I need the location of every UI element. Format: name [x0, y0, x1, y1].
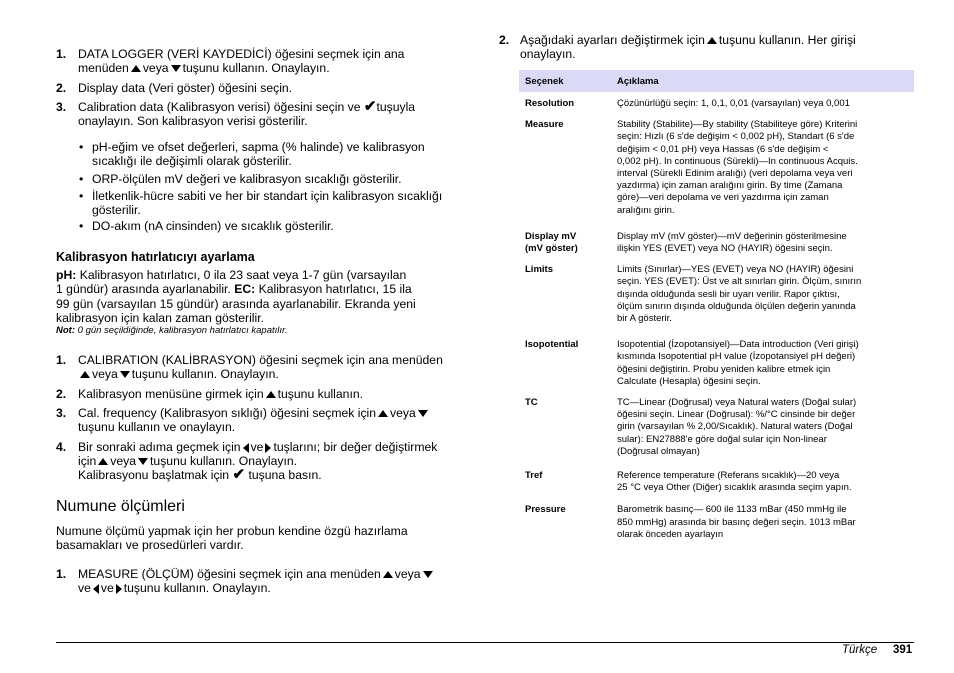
step-line: tuşuyla — [376, 100, 416, 114]
description-line: aralığını girin. — [617, 204, 675, 216]
bullet-icon: • — [79, 219, 84, 233]
bullet-text: İletkenlik-hücre sabiti ve her bir standart için kalibrasyon sıcaklığı — [92, 189, 443, 203]
paragraph-line — [56, 282, 412, 297]
step-line: DATA LOGGER (VERİ KAYDEDİCİ) öğesini seçmek için ana — [78, 47, 405, 61]
text: veya — [110, 454, 137, 468]
text: Kalibrasyon hatırlatıcı, 0 ila 23 saat veya 1-7 gün (varsayılan — [79, 268, 407, 282]
down-arrow-icon — [138, 458, 148, 465]
up-arrow-icon — [378, 410, 388, 417]
option-name — [519, 110, 611, 217]
description-line: seçin. YES (EVET): Üst ve alt sınırları girin. Ölçüm, sınırın — [617, 276, 862, 288]
step-text: onaylayın. — [520, 47, 576, 61]
description-line: Calculate (Hesapla) öğesini seçin. — [617, 375, 761, 387]
text: veya — [92, 367, 118, 381]
text: veya — [394, 567, 421, 581]
step-text — [78, 367, 279, 382]
step-line: tuşunu kullanın. Onaylayın. — [182, 61, 330, 75]
option-name — [519, 494, 611, 541]
text: veya — [390, 406, 416, 420]
bullet-text: gösterilir. — [92, 203, 141, 217]
option-description — [611, 388, 914, 458]
text: tuşunu kullanın. Onaylayın. — [150, 454, 298, 468]
description-line: dışında olduğunda sesli bir uyarı verilir. Rapor çıktısı, — [617, 288, 840, 300]
step-text — [78, 61, 330, 76]
description-line: Barometrik basınç— 600 ile 1133 mBar (450 mmHg ile — [617, 504, 847, 516]
bullet-text: ORP-ölçülen mV değeri ve kalibrasyon sıcaklığı gösterilir. — [92, 172, 402, 186]
step-line: Calibration data (Kalibrasyon verisi) öğesini seçin ve — [78, 100, 361, 114]
option-name — [519, 325, 611, 388]
step-text — [78, 387, 363, 402]
text: Aşağıdaki ayarları değiştirmek için — [520, 33, 705, 47]
step-text — [78, 567, 435, 582]
options-table — [519, 70, 914, 541]
description-line: sular): EN27888'e göre doğal sular için Non-linear — [617, 433, 827, 445]
step-text — [78, 454, 297, 469]
option-name — [519, 92, 611, 110]
step-number: 2. — [499, 33, 510, 47]
table-row — [519, 217, 914, 255]
description-line: interval (Sürekli Edinim aralığı) (veri depolama veya veri — [617, 168, 853, 180]
bullet-icon: • — [79, 140, 84, 154]
step-number: 2. — [56, 81, 67, 95]
option-name-line: Pressure — [525, 504, 566, 516]
step-line: menüden — [78, 61, 129, 75]
step-number: 1. — [56, 47, 67, 61]
description-line: ilişkin YES (EVET) veya NO (HAYIR) öğesini seçin. — [617, 243, 833, 255]
down-arrow-icon — [423, 571, 433, 578]
up-arrow-icon — [98, 458, 108, 465]
text: ve — [100, 581, 114, 595]
description-line: olarak önceden ayarlayın — [617, 528, 724, 540]
description-line: Reference temperature (Referans sıcaklık)—20 veya — [617, 470, 840, 482]
option-name — [519, 217, 611, 255]
table-row — [519, 255, 914, 325]
footer-language: Türkçe — [842, 644, 878, 656]
paragraph-line — [56, 268, 406, 283]
text: tuşunu kullanın. Onaylayın. — [123, 581, 271, 595]
step-text: Display data (Veri göster) öğesini seçin. — [78, 81, 293, 95]
description-line: yazdırma) için zaman aralığını girin. By time (Zamana — [617, 180, 843, 192]
option-description — [611, 110, 914, 217]
option-name-line: Measure — [525, 119, 564, 131]
down-arrow-icon — [418, 410, 428, 417]
description-line: bir A gösterir. — [617, 313, 672, 325]
page-number: 391 — [893, 644, 913, 656]
description-line: seçin: Hızlı (6 s'de değişim < 0,002 pH), Standart (6 s'de — [617, 131, 855, 143]
table-header-row — [519, 70, 914, 92]
table-row — [519, 388, 914, 458]
step-text — [78, 47, 404, 62]
step-text — [520, 33, 856, 48]
step-number: 1. — [56, 353, 67, 367]
text: ve — [78, 581, 91, 595]
description-line: öğesini seçin. Linear (Doğrusal): %/°C cinsinde bir değer — [617, 409, 856, 421]
option-name-line: Resolution — [525, 98, 575, 109]
option-name — [519, 388, 611, 458]
checkmark-icon: ✔ — [363, 98, 377, 115]
text: tuşlarını; bir değer değiştirmek — [273, 440, 438, 454]
down-arrow-icon — [120, 371, 130, 378]
left-arrow-icon — [243, 443, 249, 453]
text: MEASURE (ÖLÇÜM) öğesini seçmek için ana menüden — [78, 567, 381, 581]
description-line: (Doğrusal olmayan) — [617, 445, 700, 457]
paragraph-line: 99 gün (varsayılan 15 gündür) arasında ayarlanabilir. Ekranda yeni — [56, 297, 416, 311]
step-text — [78, 406, 430, 421]
text: ve — [250, 440, 264, 454]
bullet-icon: • — [79, 172, 84, 186]
description-line: Isopotential (İzopotansiyel)—Data introduction (Veri girişi) — [617, 339, 859, 351]
table-row — [519, 458, 914, 494]
description-line: göre)—veri depolama ve veri yazdırma için zaman — [617, 192, 829, 204]
description-line: Stability (Stabilite)—By stability (Stabiliteye göre) Kriterini — [617, 119, 858, 131]
section-heading: Kalibrasyon hatırlatıcıyı ayarlama — [56, 250, 255, 264]
text: Bir sonraki adıma geçmek için — [78, 440, 241, 454]
option-description — [611, 255, 914, 325]
step-text: CALIBRATION (KALİBRASYON) öğesini seçmek için ana menüden — [78, 353, 443, 367]
step-text — [78, 581, 271, 596]
down-arrow-icon — [171, 65, 181, 72]
bullet-icon: • — [79, 189, 84, 203]
text: tuşunu kullanın. Her girişi — [718, 33, 856, 47]
step-number: 1. — [56, 567, 67, 581]
option-name-line: TC — [525, 397, 538, 409]
column-header-description: Açıklama — [611, 70, 914, 92]
paragraph-line: Numune ölçümü yapmak için her probun kendine özgü hazırlama — [56, 524, 408, 538]
bullet-text: DO-akım (nA cinsinden) ve sıcaklık gösterilir. — [92, 219, 334, 233]
option-name-line: Isopotential — [525, 339, 579, 351]
text: için — [78, 454, 97, 468]
step-text — [78, 468, 322, 483]
step-text: tuşunu kullanın ve onaylayın. — [78, 420, 236, 434]
text: tuşunu kullanın. — [277, 387, 363, 401]
description-line: Çözünürlüğü seçin: 1, 0,1, 0,01 (varsayılan) veya 0,001 — [617, 98, 850, 109]
description-line: girin (varsayılan % 2,00/Sıcaklık). Natural waters (Doğal — [617, 421, 853, 433]
description-line: kısmında Isopotential pH value (İzopotansiyel pH değeri) — [617, 351, 856, 363]
step-text — [78, 100, 415, 115]
footer-divider — [56, 642, 914, 643]
up-arrow-icon — [383, 571, 393, 578]
description-line: 850 mmHg) arasında bir basınç değeri seçin. 1013 mBar — [617, 516, 856, 528]
up-arrow-icon — [131, 65, 141, 72]
section-title: Numune ölçümleri — [56, 498, 185, 515]
description-line: ölçüm sınırın dışında olduğunda ölçülen değerin yanında — [617, 300, 856, 312]
text: 1 gündür) arasında ayarlanabilir. — [56, 282, 231, 296]
description-line: 0,002 pH). In continuous (Sürekli)—In continuous Acquis. — [617, 155, 858, 167]
step-number: 4. — [56, 440, 67, 454]
description-line: 25 °C veya Other (Diğer) sıcaklık arasında seçim yapın. — [617, 482, 852, 494]
note-text: 0 gün seçildiğinde, kalibrasyon hatırlatıcı kapatılır. — [77, 325, 288, 336]
text: Kalibrasyon menüsüne girmek için — [78, 387, 264, 401]
table-row — [519, 92, 914, 110]
step-text: onaylayın. Son kalibrasyon verisi gösterilir. — [78, 114, 308, 128]
note-label: Not: — [56, 325, 75, 336]
step-number: 3. — [56, 406, 67, 420]
up-arrow-icon — [707, 37, 717, 44]
step-number: 2. — [56, 387, 67, 401]
text: Cal. frequency (Kalibrasyon sıklığı) öğesini seçmek için — [78, 406, 377, 420]
table-row — [519, 325, 914, 388]
left-arrow-icon — [93, 584, 99, 594]
note — [56, 325, 287, 336]
text: tuşunu kullanın. Onaylayın. — [131, 367, 279, 381]
label: pH: — [56, 268, 77, 282]
up-arrow-icon — [266, 391, 276, 398]
option-name — [519, 255, 611, 325]
right-arrow-icon — [265, 443, 271, 453]
text: tuşuna basın. — [248, 468, 322, 482]
step-number: 3. — [56, 100, 67, 114]
table-row — [519, 494, 914, 541]
description-line: Limits (Sınırlar)—YES (EVET) veya NO (HAYIR) öğesini — [617, 264, 854, 276]
label: EC: — [234, 282, 256, 296]
bullet-text: pH-eğim ve ofset değerleri, sapma (% halinde) ve kalibrasyon — [92, 140, 425, 154]
option-description — [611, 494, 914, 541]
option-description — [611, 458, 914, 494]
text: Kalibrasyon hatırlatıcı, 15 ila — [258, 282, 412, 296]
description-line: Display mV (mV göster)—mV değerinin gösterilmesine — [617, 230, 847, 242]
text: Kalibrasyonu başlatmak için — [78, 468, 230, 482]
description-line: öğesini değiştirin. Probu yeniden kalibre etmek için — [617, 363, 831, 375]
description-line: değişim < 0,01 pH) veya Hassas (6 s'de değişim < — [617, 143, 829, 155]
column-header-option: Seçenek — [519, 70, 611, 92]
up-arrow-icon — [80, 371, 90, 378]
option-name-line: (mV göster) — [525, 243, 578, 255]
right-arrow-icon — [116, 584, 122, 594]
option-name — [519, 458, 611, 494]
option-description — [611, 217, 914, 255]
paragraph-line: basamakları ve prosedürleri vardır. — [56, 538, 244, 552]
bullet-text: sıcaklığı ile değişimli olarak gösterilir. — [92, 154, 292, 168]
option-name-line: Display mV — [525, 230, 577, 242]
checkmark-icon: ✔ — [232, 466, 246, 483]
step-text — [78, 440, 437, 455]
step-line: veya — [142, 61, 169, 75]
option-description — [611, 325, 914, 388]
paragraph-line: kalibrasyon için kalan zaman gösterilir. — [56, 311, 264, 325]
table-row — [519, 110, 914, 217]
option-name-line: Limits — [525, 264, 553, 276]
option-description — [611, 92, 914, 110]
description-line: TC—Linear (Doğrusal) veya Natural waters (Doğal sular) — [617, 397, 857, 409]
option-name-line: Tref — [525, 470, 543, 482]
